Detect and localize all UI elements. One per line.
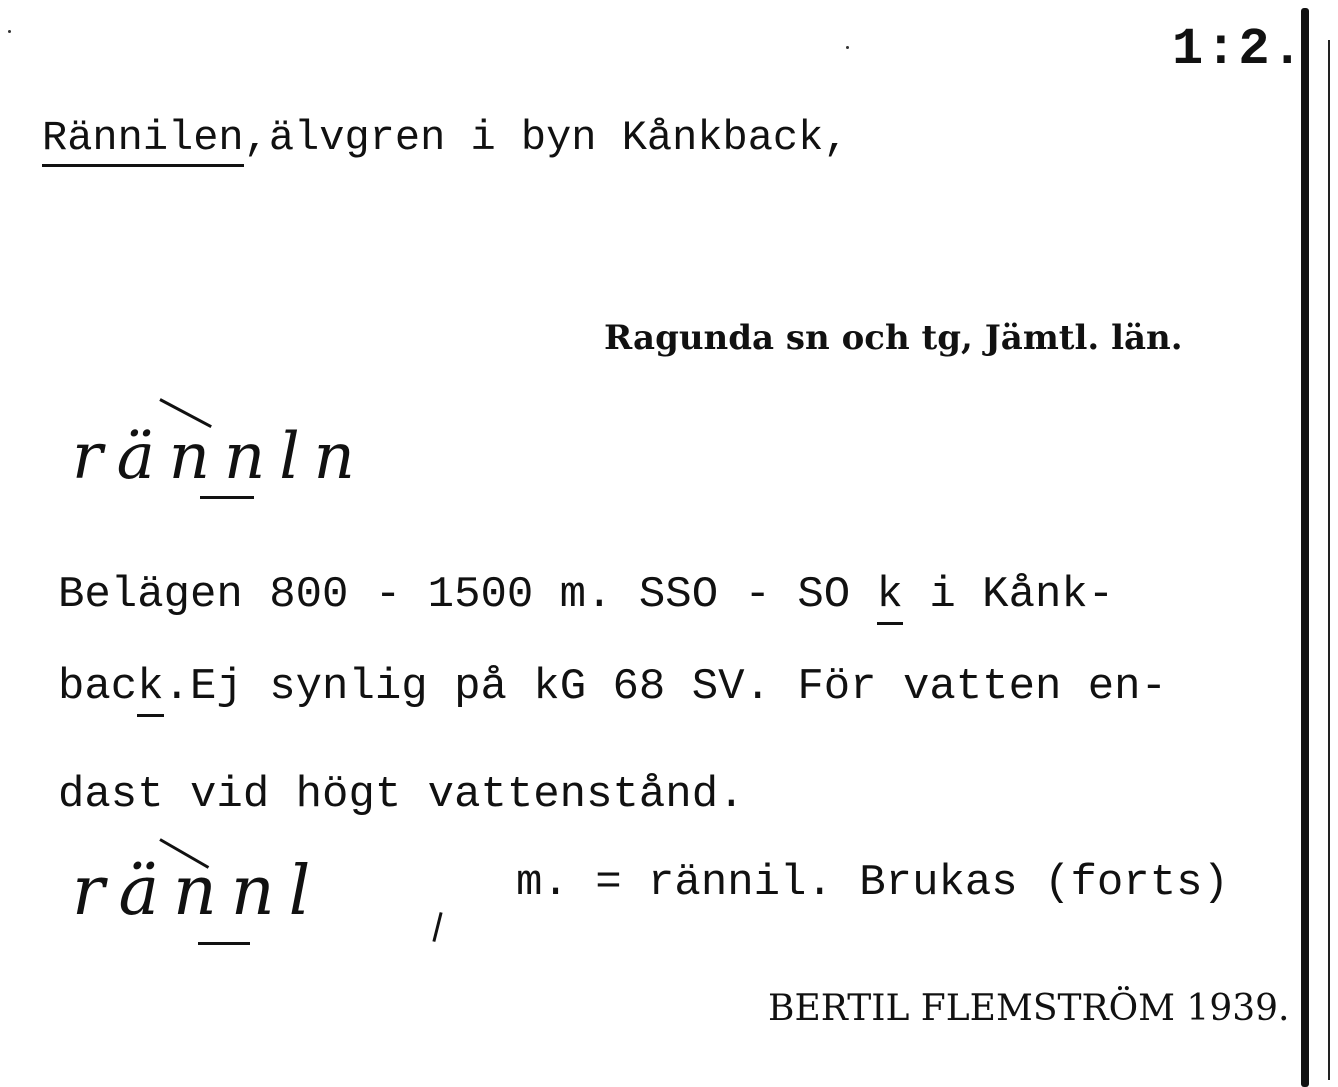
description-text: i Kånk- bbox=[902, 570, 1115, 620]
paper-speck bbox=[846, 46, 849, 49]
card-number: 1:2. bbox=[1172, 20, 1305, 79]
description-line-1 bbox=[58, 570, 1114, 620]
card-edge-shadow bbox=[1328, 40, 1330, 1080]
parish-location: Ragunda sn och tg, Jämtl. län. bbox=[604, 318, 1183, 358]
pronunciation-underline bbox=[200, 496, 254, 499]
place-name: Rännilen bbox=[42, 114, 244, 167]
description-line-2 bbox=[58, 662, 1167, 712]
title-line bbox=[42, 114, 849, 162]
gloss-line: m. = rännil. Brukas (forts) bbox=[516, 858, 1229, 908]
description-text: bac bbox=[58, 662, 138, 712]
place-description: ,älvgren i byn Kånkback, bbox=[243, 114, 849, 162]
pronunciation-underline bbox=[198, 942, 250, 945]
pronunciation-handwritten-2: rännl bbox=[72, 852, 325, 931]
handwritten-comma bbox=[432, 912, 442, 942]
underlined-k: k bbox=[137, 662, 163, 717]
description-line-3: dast vid högt vattenstånd. bbox=[58, 770, 745, 820]
signature: BERTIL FLEMSTRÖM 1939. bbox=[768, 988, 1290, 1029]
paper-speck bbox=[8, 30, 11, 33]
description-text: .Ej synlig på kG 68 SV. För vatten en- bbox=[163, 662, 1167, 712]
underlined-k: k bbox=[877, 570, 903, 625]
pronunciation-handwritten-1: rännln bbox=[72, 420, 369, 494]
card-right-edge bbox=[1301, 8, 1309, 1087]
description-text: Belägen 800 - 1500 m. SSO - SO bbox=[58, 570, 877, 620]
